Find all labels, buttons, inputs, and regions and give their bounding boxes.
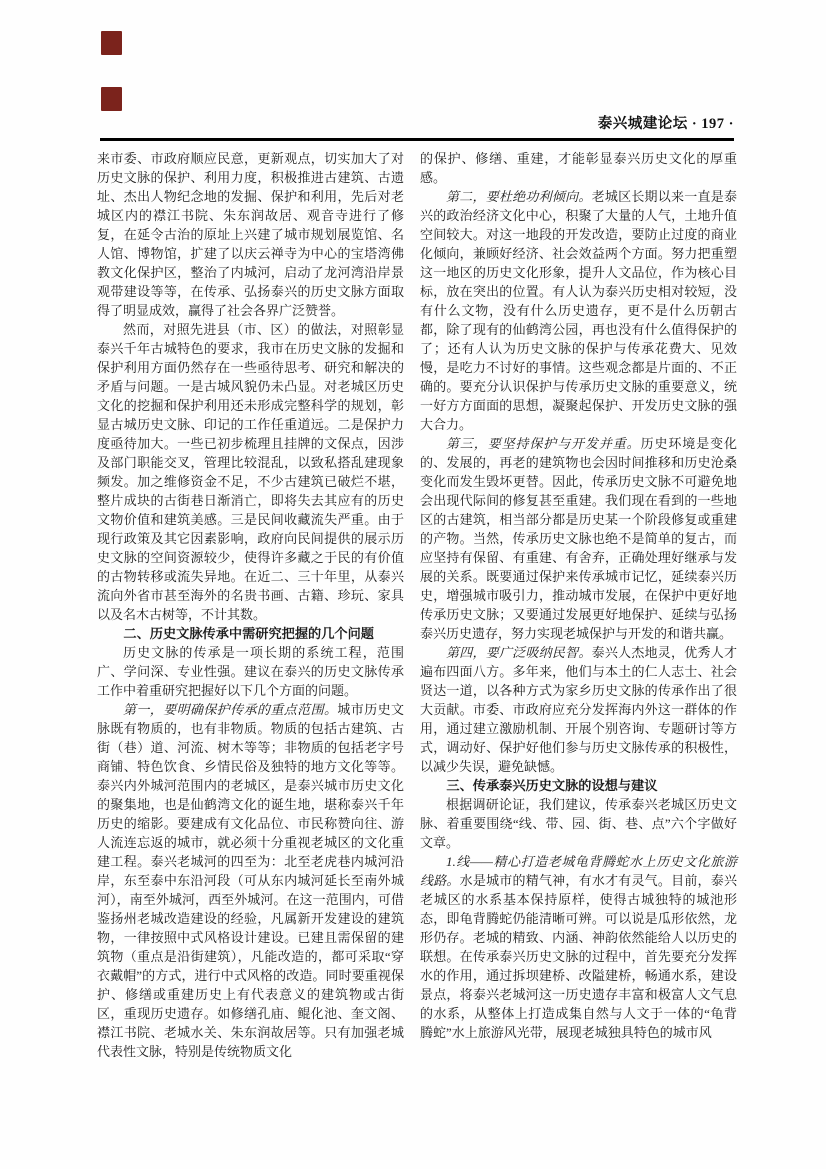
header-rule-divider [100,138,734,141]
paragraph: 第一，要明确保护传承的重点范围。城市历史文脉既有物质的，也有非物质。物质的包括古建筑、古街（巷）道、河流、树木等等；非物质的包括老字号商铺、特色饮食、乡情民俗及独特的地方文化等等。泰兴内外城河范围内的老城区，是泰兴城市历史文化的聚集地，也是仙鹤湾文化的诞生地，堪称泰兴千年历史的缩影。要建成有文化品位、市民称赞向往、游人流连忘返的城市，就必须十分重视老城区的文化重建工程。泰兴老城河的四至为：北至老虎巷内城河沿岸，东至泰中东沿河段（可从东内城河延长至南外城河），南至外城河，西至外城河。在这一范围内，可借鉴扬州老城改造建设的经验，凡属新开发建设的建筑物，一律按照中式风格设计建设。已建且需保留的建筑物（重点是沿街建筑），凡能改造的，都可采取“穿衣戴帽”的方式，进行中式风格的改造。同时要重视保护、修缮或重建历史上有代表意义的建筑物或古街区，重现历史遗存。如修缮孔庙、鲲化池、奎文阁、襟江书院、老城水关、朱东润故居等。只有加强老城代表性文脉，特别是传统物质文化 [97,702,404,1059]
red-stamp-mark-top [101,31,122,55]
paragraph: 第三，要坚持保护与开发并重。历史环境是变化的、发展的，再老的建筑物也会因时间推移和历史沧桑变化而发生毁坏更替。因此，传承历史文脉不可避免地会出现代际间的修复甚至重建。我们现在看到的一些地区的古建筑，相当部分都是历史某一个阶段修复或重建的产物。当然，传承历史文脉也绝不是简单的复古，而应坚持有保留、有重建、有舍弃，正确处理好继承与发展的关系。既要通过保护来传承城市记忆，延续泰兴历史，增强城市吸引力，推动城市发展，在保护中更好地传承历史文脉；又要通过发展更好地保护、延续与弘扬泰兴历史遗存，努力实现老城保护与开发的和谐共赢。 [420,436,737,641]
paragraph: 第四，要广泛吸纳民智。泰兴人杰地灵，优秀人才遍布四面八方。多年来，他们与本土的仁人志士、社会贤达一道，以各种方式为家乡历史文脉的传承作出了很大贡献。市委、市政府应充分发挥海内外这一群体的作用，通过建立激励机制、开展个别咨询、专题研讨等方式，调动好、保护好他们参与历史文脉传承的积极性，以减少失误，避免缺憾。 [420,645,737,774]
paragraph: 第二，要杜绝功利倾向。老城区长期以来一直是泰兴的政治经济文化中心，积聚了大量的人气，土地升值空间较大。对这一地段的开发改造，要防止过度的商业化倾向，兼顾好经济、社会效益两个方面。努力把重塑这一地区的历史文化形象，提升人文品位，作为核心目标，放在突出的位置。有人认为泰兴历史相对较短，没有什么文物，没有什么历史遗存，更不是什么历朝古都，除了现有的仙鹤湾公园，再也没有什么值得保护的了；还有人认为历史文脉的保护与传承花费大、见效慢，是吃力不讨好的事情。这些观念都是片面的、不正确的。要充分认识保护与传承历史文脉的重要意义，统一好方方面面的思想，凝聚起保护、开发历史文脉的强大合力。 [420,189,737,432]
paragraph-lead-sentence: 第三，要坚持保护与开发并重。 [446,436,641,451]
section-heading: 三、传承泰兴历史文脉的设想与建议 [446,778,658,793]
paragraph: 的保护、修缮、重建，才能彰显泰兴历史文化的厚重感。 [420,151,737,185]
section-heading: 二、历史文脉传承中需研究把握的几个问题 [123,626,374,641]
paragraph-lead-sentence: 1.线——精心打造老城龟背腾蛇水上历史文化旅游线路。 [420,854,737,888]
text-column-right [420,149,737,1061]
paragraph-lead-sentence: 第一，要明确保护传承的重点范围。 [123,702,338,717]
text-column-left [97,149,404,1061]
red-stamp-mark-bottom [101,87,122,111]
paragraph-lead-sentence: 第四，要广泛吸纳民智。 [446,645,592,660]
paragraph: 然而，对照先进县（市、区）的做法，对照彰显泰兴千年古城特色的要求，我市在历史文脉的发掘和保护利用方面仍然存在一些亟待思考、研究和解决的矛盾与问题。一是古城风貌仍未凸显。对老城区历史文化的挖掘和保护利用还未形成完整科学的规划，彰显古城历史文脉、印记的工作任重道远。二是保护力度亟待加大。一些已初步梳理且挂牌的文保点，因涉及部门职能交叉，管理比较混乱，以致私搭乱建现象频发。加之维修资金不足，不少古建筑已破烂不堪，整片成块的古街巷日渐消亡，即将失去其应有的历史文物价值和建筑美感。三是民间收藏流失严重。由于现行政策及其它因素影响，政府向民间提供的展示历史文脉的空间资源较少，使得许多藏之于民的有价值的古物转移或流失异地。在近二、三十年里，从泰兴流向外省市甚至海外的名贵书画、古籍、珍玩、家具以及名木古树等，不计其数。 [97,322,404,622]
page-header: 泰兴城建论坛 · 197 · [597,116,734,132]
paragraph-lead-sentence: 第二，要杜绝功利倾向。 [446,189,592,204]
article-body [97,149,737,1061]
paragraph: 来市委、市政府顺应民意，更新观点，切实加大了对历史文脉的保护、利用力度，积极推进古建筑、古遗址、杰出人物纪念地的发掘、保护和利用，先后对老城区内的襟江书院、朱东润故居、观音寺进行了修复，在延令古治的原址上兴建了城市规划展览馆、名人馆、博物馆，扩建了以庆云禅寺为中心的宝塔湾佛教文化保护区，整治了内城河，启动了龙河湾沿岸景观带建设等等，在传承、弘扬泰兴的历史文脉方面取得了明显成效，赢得了社会各界广泛赞誉。 [97,151,404,318]
paragraph: 历史文脉的传承是一项长期的系统工程，范围广、学问深、专业性强。建议在泰兴的历史文脉传承工作中着重研究把握好以下几个方面的问题。 [97,645,404,698]
paragraph: 根据调研论证，我们建议，传承泰兴老城区历史文脉、着重要围绕“线、带、园、街、巷、点”六个字做好文章。 [420,797,737,850]
paragraph: 1.线——精心打造老城龟背腾蛇水上历史文化旅游线路。水是城市的精气神，有水才有灵气。目前，泰兴老城区的水系基本保持原样，使得古城独特的城池形态，即龟背腾蛇仍能清晰可辨。可以说是瓜形依然，龙形仍存。老城的精致、内涵、神韵依然能给人以历史的联想。在传承泰兴历史文脉的过程中，首先要充分发挥水的作用，通过拆坝建桥、改隘建桥，畅通水系，建设景点，将泰兴老城河这一历史遗存丰富和极富人文气息的水系，从整体上打造成集自然与人文于一体的“龟背腾蛇”水上旅游风光带，展现老城独具特色的城市风 [420,854,737,1040]
